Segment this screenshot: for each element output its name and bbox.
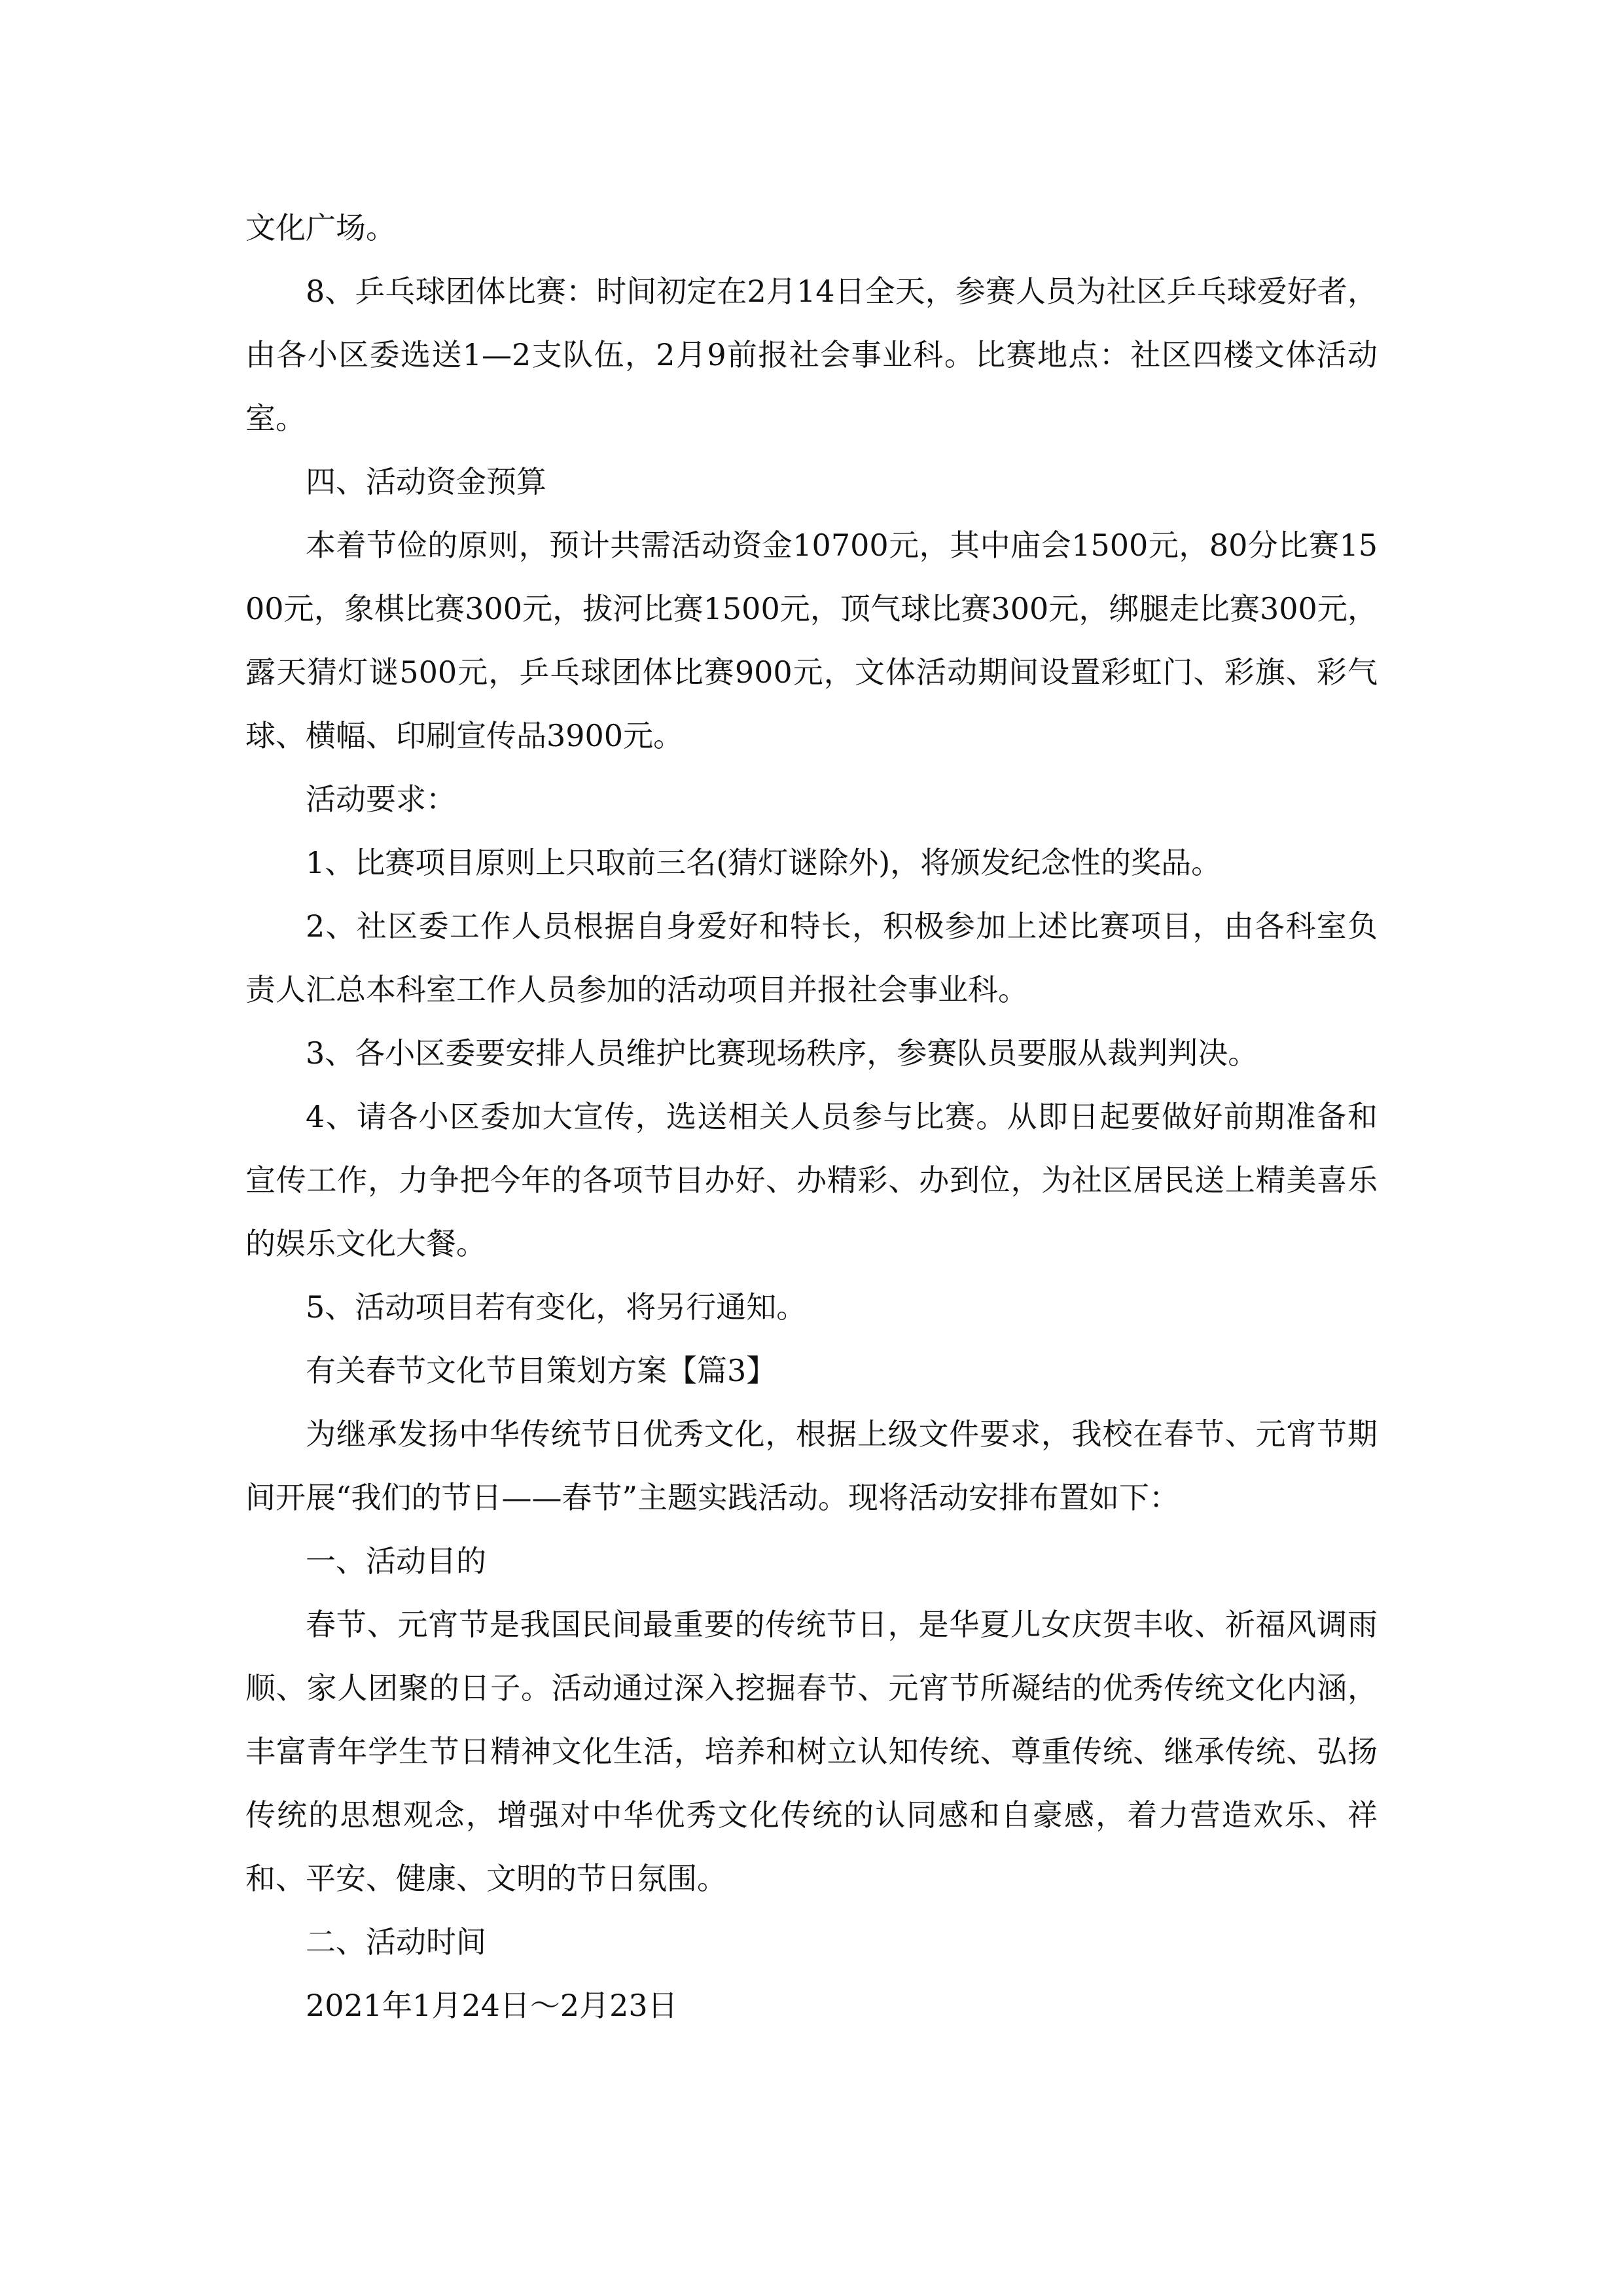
- paragraph-intro: 为继承发扬中华传统节日优秀文化，根据上级文件要求，我校在春节、元宵节期间开展“我们的节日——春节”主题实践活动。现将活动安排布置如下：: [245, 1416, 1378, 1515]
- paragraph-requirement-1: 1、比赛项目原则上只取前三名(猜灯谜除外)，将颁发纪念性的奖品。: [306, 845, 1222, 880]
- paragraph-requirement-3: 3、各小区委要安排人员维护比赛现场秩序，参赛队员要服从裁判判决。: [306, 1035, 1258, 1071]
- paragraph-requirement-5: 5、活动项目若有变化，将另行通知。: [306, 1289, 807, 1325]
- paragraph-continuation: 文化广场。: [245, 210, 396, 245]
- paragraph-item-8: 8、乒乓球团体比赛：时间初定在2月14日全天，参赛人员为社区乒乓球爱好者，由各小区委选送1—2支队伍，2月9前报社会事业科。比赛地点：社区四楼文体活动室。: [245, 274, 1378, 436]
- paragraph-requirement-4: 4、请各小区委加大宣传，选送相关人员参与比赛。从即日起要做好前期准备和宣传工作，力争把今年的各项节目办好、办精彩、办到位，为社区居民送上精美喜乐的娱乐文化大餐。: [245, 1099, 1378, 1261]
- section-heading-time: 二、活动时间: [306, 1924, 486, 1960]
- paragraph-budget: 本着节俭的原则，预计共需活动资金10700元，其中庙会1500元，80分比赛1500元，象棋比赛300元，拔河比赛1500元，顶气球比赛300元，绑腿走比赛300元，露天猜灯谜500元，乒乓球团体比赛900元，文体活动期间设置彩虹门、彩旗、彩气球、横幅、印刷宣传品3900元。: [245, 528, 1378, 753]
- paragraph-purpose: 春节、元宵节是我国民间最重要的传统节日，是华夏儿女庆贺丰收、祈福风调雨顺、家人团聚的日子。活动通过深入挖掘春节、元宵节所凝结的优秀传统文化内涵，丰富青年学生节日精神文化生活，培养和树立认知传统、尊重传统、继承传统、弘扬传统的思想观念，增强对中华优秀文化传统的认同感和自豪感，着力营造欢乐、祥和、平安、健康、文明的节日氛围。: [245, 1607, 1378, 1896]
- paragraph-requirement-2: 2、社区委工作人员根据自身爱好和特长，积极参加上述比赛项目，由各科室负责人汇总本科室工作人员参加的活动项目并报社会事业科。: [245, 908, 1378, 1007]
- document-page: [245, 196, 1378, 2037]
- article-title-part-3: 有关春节文化节目策划方案【篇3】: [306, 1353, 777, 1388]
- section-heading-requirements: 活动要求：: [306, 781, 456, 817]
- section-heading-budget: 四、活动资金预算: [306, 464, 546, 499]
- section-heading-purpose: 一、活动目的: [306, 1543, 486, 1579]
- paragraph-date-range: 2021年1月24日～2月23日: [306, 1988, 678, 2023]
